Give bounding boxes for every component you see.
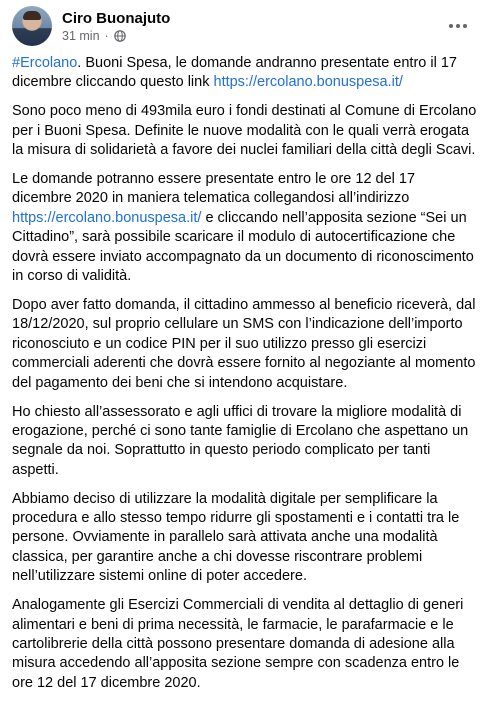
bonuspesa-link[interactable]: https://ercolano.bonuspesa.it/ <box>213 74 403 91</box>
paragraph-7: Analogamente gli Esercizi Commerciali di vendita al dettaglio di generi alimentari e beni di prima necessità, le farmacie, le parafarmacie e le cartolibrerie della città possono presentare domanda di adesione alla misura accedendo all’apposita sezione sempre con scadenza entro le ore 12 del 17 dicembre 2020. <box>12 597 464 691</box>
paragraph-3-text-b: e cliccando nell’apposita sezione “Sei un Cittadino”, sarà possibile scaricare il modulo di autocertificazione che dovrà essere inviato accompagnato da un documento di riconoscimento in corso di validità. <box>12 209 474 285</box>
paragraph-1 <box>12 54 478 93</box>
hashtag-ercolano[interactable]: #Ercolano <box>12 55 78 71</box>
globe-icon[interactable] <box>114 30 126 42</box>
more-horizontal-icon[interactable] <box>444 16 472 36</box>
paragraph-4: Dopo aver fatto domanda, il cittadino ammesso al beneficio riceverà, dal 18/12/2020, sul proprio cellulare un SMS con l’indicazione dell’importo riconosciuto e un codice PIN per il suo utilizzo presso gli esercizi commerciali aderenti che dovrà essere fornito al negoziante al momento del pagamento dei beni che si intendono acquistare. <box>12 296 476 391</box>
post-body <box>12 54 478 703</box>
post-header <box>12 6 478 46</box>
bonuspesa-link-inline[interactable]: https://ercolano.bonuspesa.it/ <box>12 209 202 226</box>
paragraph-2: Sono poco meno di 493mila euro i fondi destinati al Comune di Ercolano per i Buoni Spesa. Definite le nuove modalità con le quali verrà erogata la misura di solidarietà a favore dei nuclei familiari della città degli Scavi. <box>12 103 477 159</box>
meta-separator: · <box>104 29 109 43</box>
paragraph-5: Ho chiesto all’assessorato e agli uffici di trovare la migliore modalità di erogazione, perché ci sono tante famiglie di Ercolano che aspettano un segnale da noi. Soprattutto in questo periodo complicato per tanti aspetti. <box>12 403 469 478</box>
paragraph-1-text: . Buoni Spesa, le domande andranno presentate entro il 17 dicembre cliccando questo link <box>12 55 457 91</box>
paragraph-6: Abbiamo deciso di utilizzare la modalità digitale per semplificare la procedura e allo stesso tempo ridurre gli spostamenti e i contatti tra le persone. Ovviamente in parallelo sarà attivata anche una modalità classica, per garantire anche a chi dovesse riscontrare problemi nell’utilizzare sistemi online di poter accedere. <box>12 490 460 585</box>
post-meta <box>62 29 126 43</box>
post-timestamp[interactable]: 31 min <box>62 29 100 43</box>
author-name[interactable]: Ciro Buonajuto <box>62 10 171 27</box>
paragraph-3-text-a: Le domande potranno essere presentate entro le ore 12 del 17 dicembre 2020 in maniera telematica collegandosi all’indirizzo <box>12 171 416 207</box>
author-avatar[interactable] <box>12 6 52 46</box>
paragraph-3 <box>12 170 478 286</box>
